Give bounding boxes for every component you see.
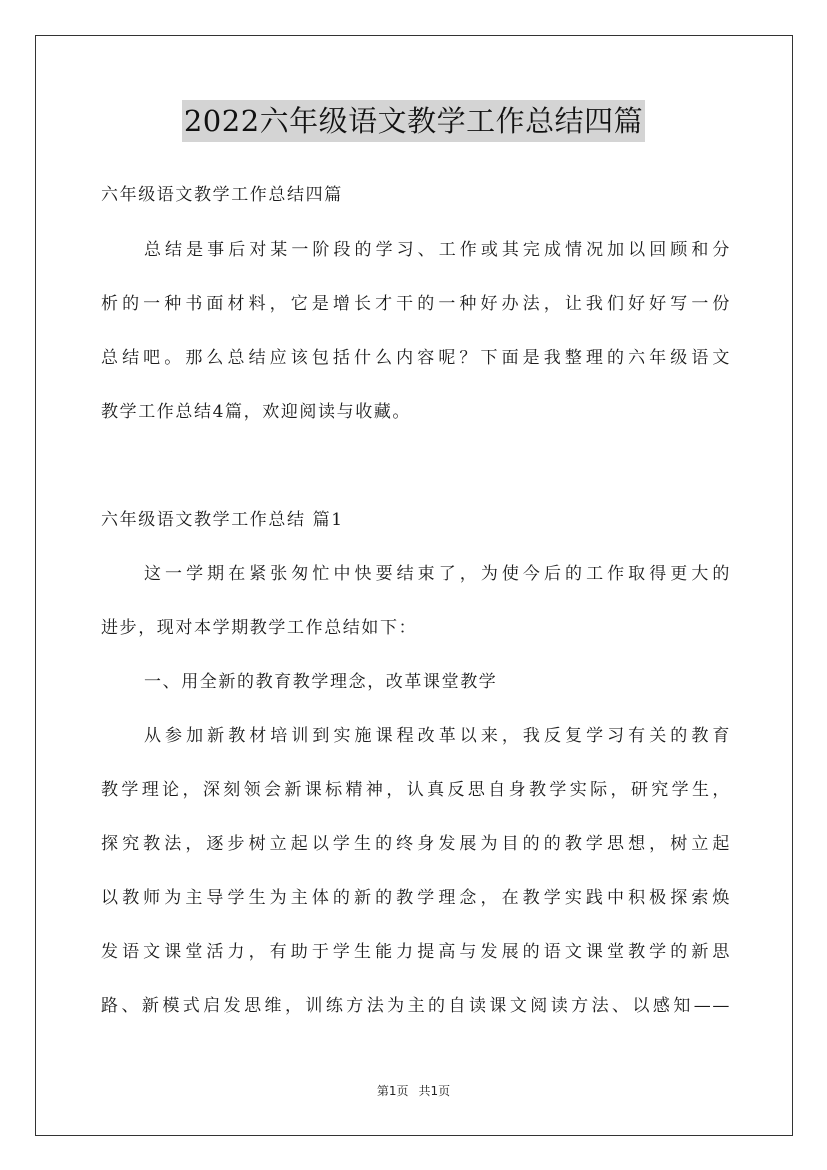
section1-para2-line-5: 发语文课堂活力，有助于学生能力提高与发展的语文课堂教学的新思 [101, 942, 731, 962]
section1-para1-line-2: 进步，现对本学期教学工作总结如下： [101, 618, 418, 638]
intro-line-3: 总结吧。那么总结应该包括什么内容呢？下面是我整理的六年级语文 [101, 348, 731, 368]
intro-line-4: 教学工作总结4篇，欢迎阅读与收藏。 [101, 402, 412, 422]
intro-line-2: 析的一种书面材料，它是增长才干的一种好办法，让我们好好写一份 [101, 294, 731, 314]
section1-para2-line-6: 路、新模式启发思维，训练方法为主的自读课文阅读方法、以感知—— [101, 996, 731, 1016]
section1-subheading: 一、用全新的教育教学理念，改革课堂教学 [144, 672, 498, 692]
document-title: 2022六年级语文教学工作总结四篇 [182, 100, 645, 142]
section1-para2-line-4: 以教师为主导学生为主体的新的教学理念，在教学实践中积极探索焕 [101, 888, 731, 908]
page-footer [0, 1083, 827, 1099]
section1-para2-line-3: 探究教法，逐步树立起以学生的终身发展为目的的教学思想，树立起 [101, 834, 731, 854]
section1-para2-line-2: 教学理论，深刻领会新课标精神，认真反思自身教学实际，研究学生， [101, 780, 731, 800]
page-total: 共1页 [418, 1084, 451, 1098]
intro-line-1: 总结是事后对某一阶段的学习、工作或其完成情况加以回顾和分 [144, 240, 731, 260]
document-subtitle: 六年级语文教学工作总结四篇 [101, 185, 343, 205]
page-number: 第1页 [376, 1084, 409, 1098]
section1-heading: 六年级语文教学工作总结 篇1 [101, 510, 344, 530]
section1-para1-line-1: 这一学期在紧张匆忙中快要结束了，为使今后的工作取得更大的 [144, 564, 731, 584]
section1-para2-line-1: 从参加新教材培训到实施课程改革以来，我反复学习有关的教育 [144, 726, 731, 746]
title-container [0, 100, 827, 142]
